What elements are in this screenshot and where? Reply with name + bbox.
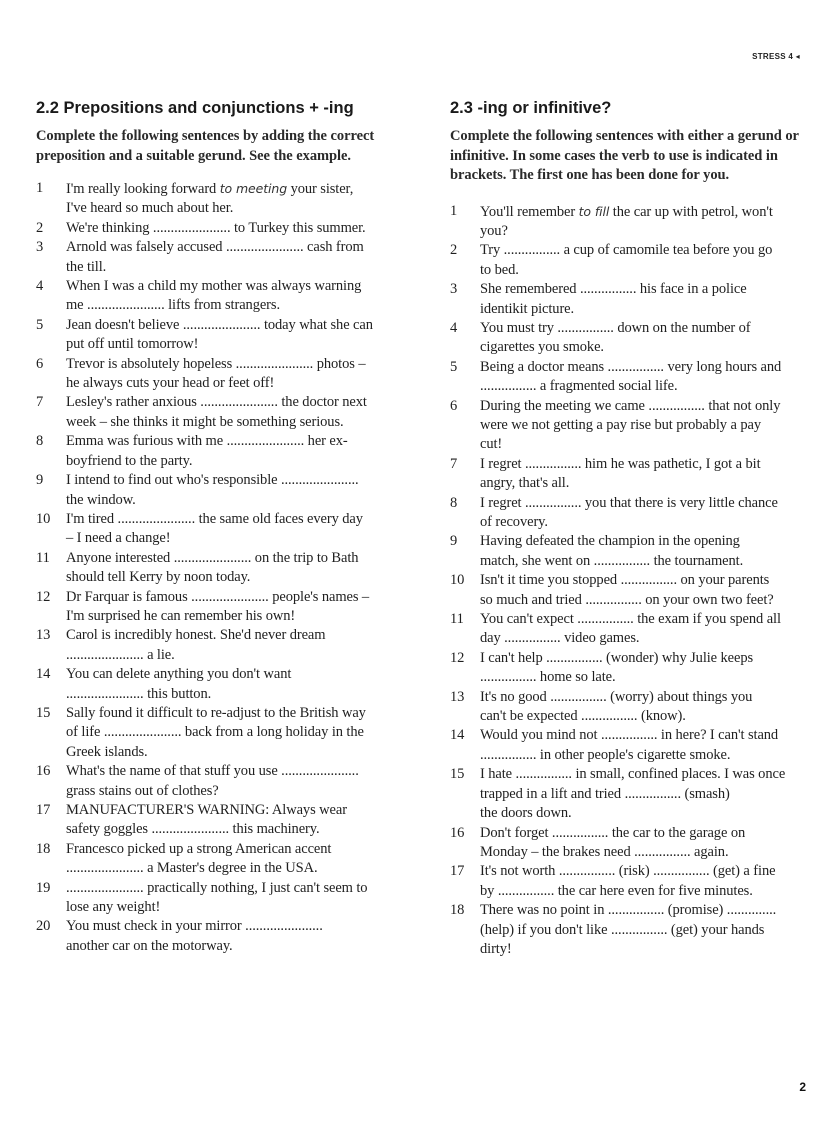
exercise-item [36, 626, 401, 665]
exercise-item [36, 762, 401, 801]
exercise-item [36, 432, 401, 471]
item-number: 6 [36, 355, 44, 372]
item-number: 1 [450, 202, 458, 219]
exercise-item [36, 840, 401, 879]
item-number: 19 [36, 879, 51, 896]
item-text: Would you mind not ................ in here? I can't stand ................ in other people's cigarette smoke. [480, 727, 779, 763]
exercise-item [450, 280, 816, 319]
exercise-list [450, 202, 816, 960]
section-2-3 [450, 98, 816, 959]
item-text: There was no point in ................ (promise) .............. (help) if you don't like ................ (get) your hands dirty! [480, 902, 777, 957]
exercise-item [450, 688, 816, 727]
item-text: Sally found it difficult to re-adjust to the British way of life ...................... back from a long holiday in the Greek islands. [66, 704, 366, 760]
instructions: Complete the following sentences with either a gerund or infinitive. In some cases the verb to use is indicated in brackets. The first one has been done for you. [450, 128, 799, 183]
exercise-item [36, 588, 401, 627]
item-text: Trevor is absolutely hopeless ...................... photos – he always cuts your head or feet off! [66, 355, 366, 392]
item-text: I can't help ................ (wonder) why Julie keeps ................ home so late. [480, 649, 754, 686]
item-number: 17 [450, 863, 465, 880]
section-2-2 [36, 98, 401, 956]
item-text: What's the name of that stuff you use ...................... grass stains out of clothes? [66, 763, 359, 799]
instructions: Complete the following sentences by adding the correct preposition and a suitable gerund. See the example. [36, 128, 375, 164]
example-answer: to fill [578, 203, 610, 219]
item-text: Arnold was falsely accused ...................... cash from the till. [66, 239, 364, 275]
item-number: 7 [36, 394, 44, 411]
item-text: Being a doctor means ................ very long hours and ................ a fragmented social life. [480, 358, 782, 395]
item-text: I'm tired ...................... the same old faces every day – I need a change! [66, 510, 363, 547]
item-text: Jean doesn't believe ...................... today what she can put off until tomorrow! [66, 316, 373, 353]
item-number: 4 [36, 278, 44, 295]
exercise-item [36, 510, 401, 549]
item-number: 4 [450, 319, 458, 336]
exercise-item [36, 393, 401, 432]
item-number: 7 [450, 455, 458, 472]
exercise-item [450, 494, 816, 533]
exercise-item [450, 358, 816, 397]
item-number: 11 [36, 549, 50, 566]
item-number: 1 [36, 180, 44, 196]
item-number: 15 [36, 704, 51, 721]
section-title-text: 2.2 Prepositions and conjunctions + -ing [36, 99, 354, 117]
item-number: 16 [36, 763, 51, 780]
item-text: Don't forget ................ the car to the garage on Monday – the brakes need ................ again. [480, 824, 746, 860]
exercise-item [450, 571, 816, 610]
exercise-item [36, 704, 401, 762]
exercise-item [36, 549, 401, 588]
item-text: You must check in your mirror ...................... another car on the motorway. [66, 918, 323, 954]
item-number: 8 [36, 433, 44, 450]
item-text: Dr Farquar is famous ...................... people's names – I'm surprised he can remember his own! [66, 588, 370, 624]
exercise-item [36, 238, 401, 277]
item-text: MANUFACTURER'S WARNING: Always wear safety goggles ...................... this machinery. [66, 802, 347, 838]
item-text: I regret ................ him he was pathetic, I got a bit angry, that's all. [480, 455, 761, 492]
item-text: Having defeated the champion in the opening match, she went on ................ the tournament. [480, 533, 744, 569]
item-number: 6 [450, 397, 458, 414]
item-text: It's no good ................ (worry) about things you can't be expected ................ (know). [480, 688, 753, 725]
page-number: 2 [799, 1080, 806, 1094]
exercise-item [450, 649, 816, 688]
item-number: 5 [450, 358, 458, 375]
item-number: 20 [36, 918, 51, 935]
exercise-item [450, 862, 816, 901]
item-text: Lesley's rather anxious ...................... the doctor next week – she thinks it might be something serious. [66, 394, 367, 430]
item-text: Emma was furious with me ...................... her ex- boyfriend to the party. [66, 433, 348, 469]
item-number: 14 [450, 727, 465, 744]
exercise-item [36, 219, 401, 238]
exercise-item [36, 879, 401, 918]
item-number: 18 [450, 902, 465, 919]
item-number: 12 [450, 649, 465, 666]
exercise-item [450, 241, 816, 280]
item-number: 2 [36, 219, 44, 236]
exercise-item [36, 801, 401, 840]
example-answer: to meeting [219, 181, 288, 196]
item-number: 12 [36, 588, 51, 605]
exercise-item [450, 726, 816, 765]
exercise-item [450, 824, 816, 863]
section-title [36, 98, 401, 118]
item-number: 3 [450, 281, 458, 298]
item-number: 8 [450, 494, 458, 511]
item-text: Carol is incredibly honest. She'd never dream ...................... a lie. [66, 627, 326, 663]
exercise-list [36, 179, 401, 956]
item-number: 3 [36, 239, 44, 256]
exercise-item [36, 471, 401, 510]
item-text: She remembered ................ his face in a police identikit picture. [480, 281, 747, 317]
item-text: Try ................ a cup of camomile tea before you go to bed. [480, 242, 773, 278]
exercise-item [36, 179, 401, 219]
item-text: You must try ................ down on the number of cigarettes you smoke. [480, 319, 751, 356]
exercise-item [36, 316, 401, 355]
item-text: Isn't it time you stopped ................ on your parents so much and tried ................ on your own two feet? [480, 572, 774, 608]
section-title [450, 98, 816, 118]
exercise-item [450, 901, 816, 959]
running-header: STRESS 4 ◂ [752, 52, 800, 61]
item-text: You'll remember to fill the car up with petrol, won't you? [480, 203, 773, 239]
item-number: 17 [36, 802, 51, 818]
exercise-item [36, 917, 401, 956]
item-text: It's not worth ................ (risk) ................ (get) a fine by ................ the car here even for five minutes. [480, 863, 776, 899]
exercise-item [450, 532, 816, 571]
section-title-text: 2.3 -ing or infinitive? [450, 99, 612, 117]
item-number: 10 [450, 572, 465, 589]
exercise-item [450, 610, 816, 649]
item-text: When I was a child my mother was always warning me ...................... lifts from strangers. [66, 278, 362, 314]
exercise-item [450, 202, 816, 242]
item-text: You can delete anything you don't want ...................... this button. [66, 666, 292, 702]
item-number: 15 [450, 766, 465, 783]
item-text: ...................... practically nothing, I just can't seem to lose any weight! [66, 879, 368, 916]
item-text: Anyone interested ...................... on the trip to Bath should tell Kerry by noon today. [66, 549, 359, 586]
item-number: 9 [36, 472, 44, 489]
item-number: 13 [36, 627, 51, 644]
item-number: 2 [450, 242, 458, 259]
exercise-item [450, 397, 816, 455]
item-number: 11 [450, 611, 464, 628]
item-text: I hate ................ in small, confined places. I was once trapped in a lift and tried ................ (smash) the doors down. [480, 766, 786, 822]
item-number: 13 [450, 688, 465, 705]
item-text: Francesco picked up a strong American accent ...................... a Master's degree in the USA. [66, 840, 332, 877]
exercise-item [36, 665, 401, 704]
item-number: 18 [36, 840, 51, 857]
exercise-item [450, 455, 816, 494]
exercise-item [36, 277, 401, 316]
item-number: 5 [36, 316, 44, 333]
item-text: I intend to find out who's responsible ...................... the window. [66, 472, 359, 508]
item-number: 16 [450, 824, 465, 841]
item-number: 9 [450, 533, 458, 550]
item-text: You can't expect ................ the exam if you spend all day ................ video games. [480, 611, 781, 647]
item-number: 14 [36, 666, 51, 683]
item-text: During the meeting we came ................ that not only were we not getting a pay rise but probably a pay cut! [480, 397, 781, 453]
item-text: I regret ................ you that there is very little chance of recovery. [480, 494, 778, 530]
item-text: I'm really looking forward to meeting your sister, I've heard so much about her. [66, 181, 354, 217]
exercise-item [450, 765, 816, 823]
item-text: We're thinking ...................... to Turkey this summer. [66, 219, 366, 236]
exercise-item [36, 355, 401, 394]
item-number: 10 [36, 510, 51, 527]
exercise-item [450, 319, 816, 358]
